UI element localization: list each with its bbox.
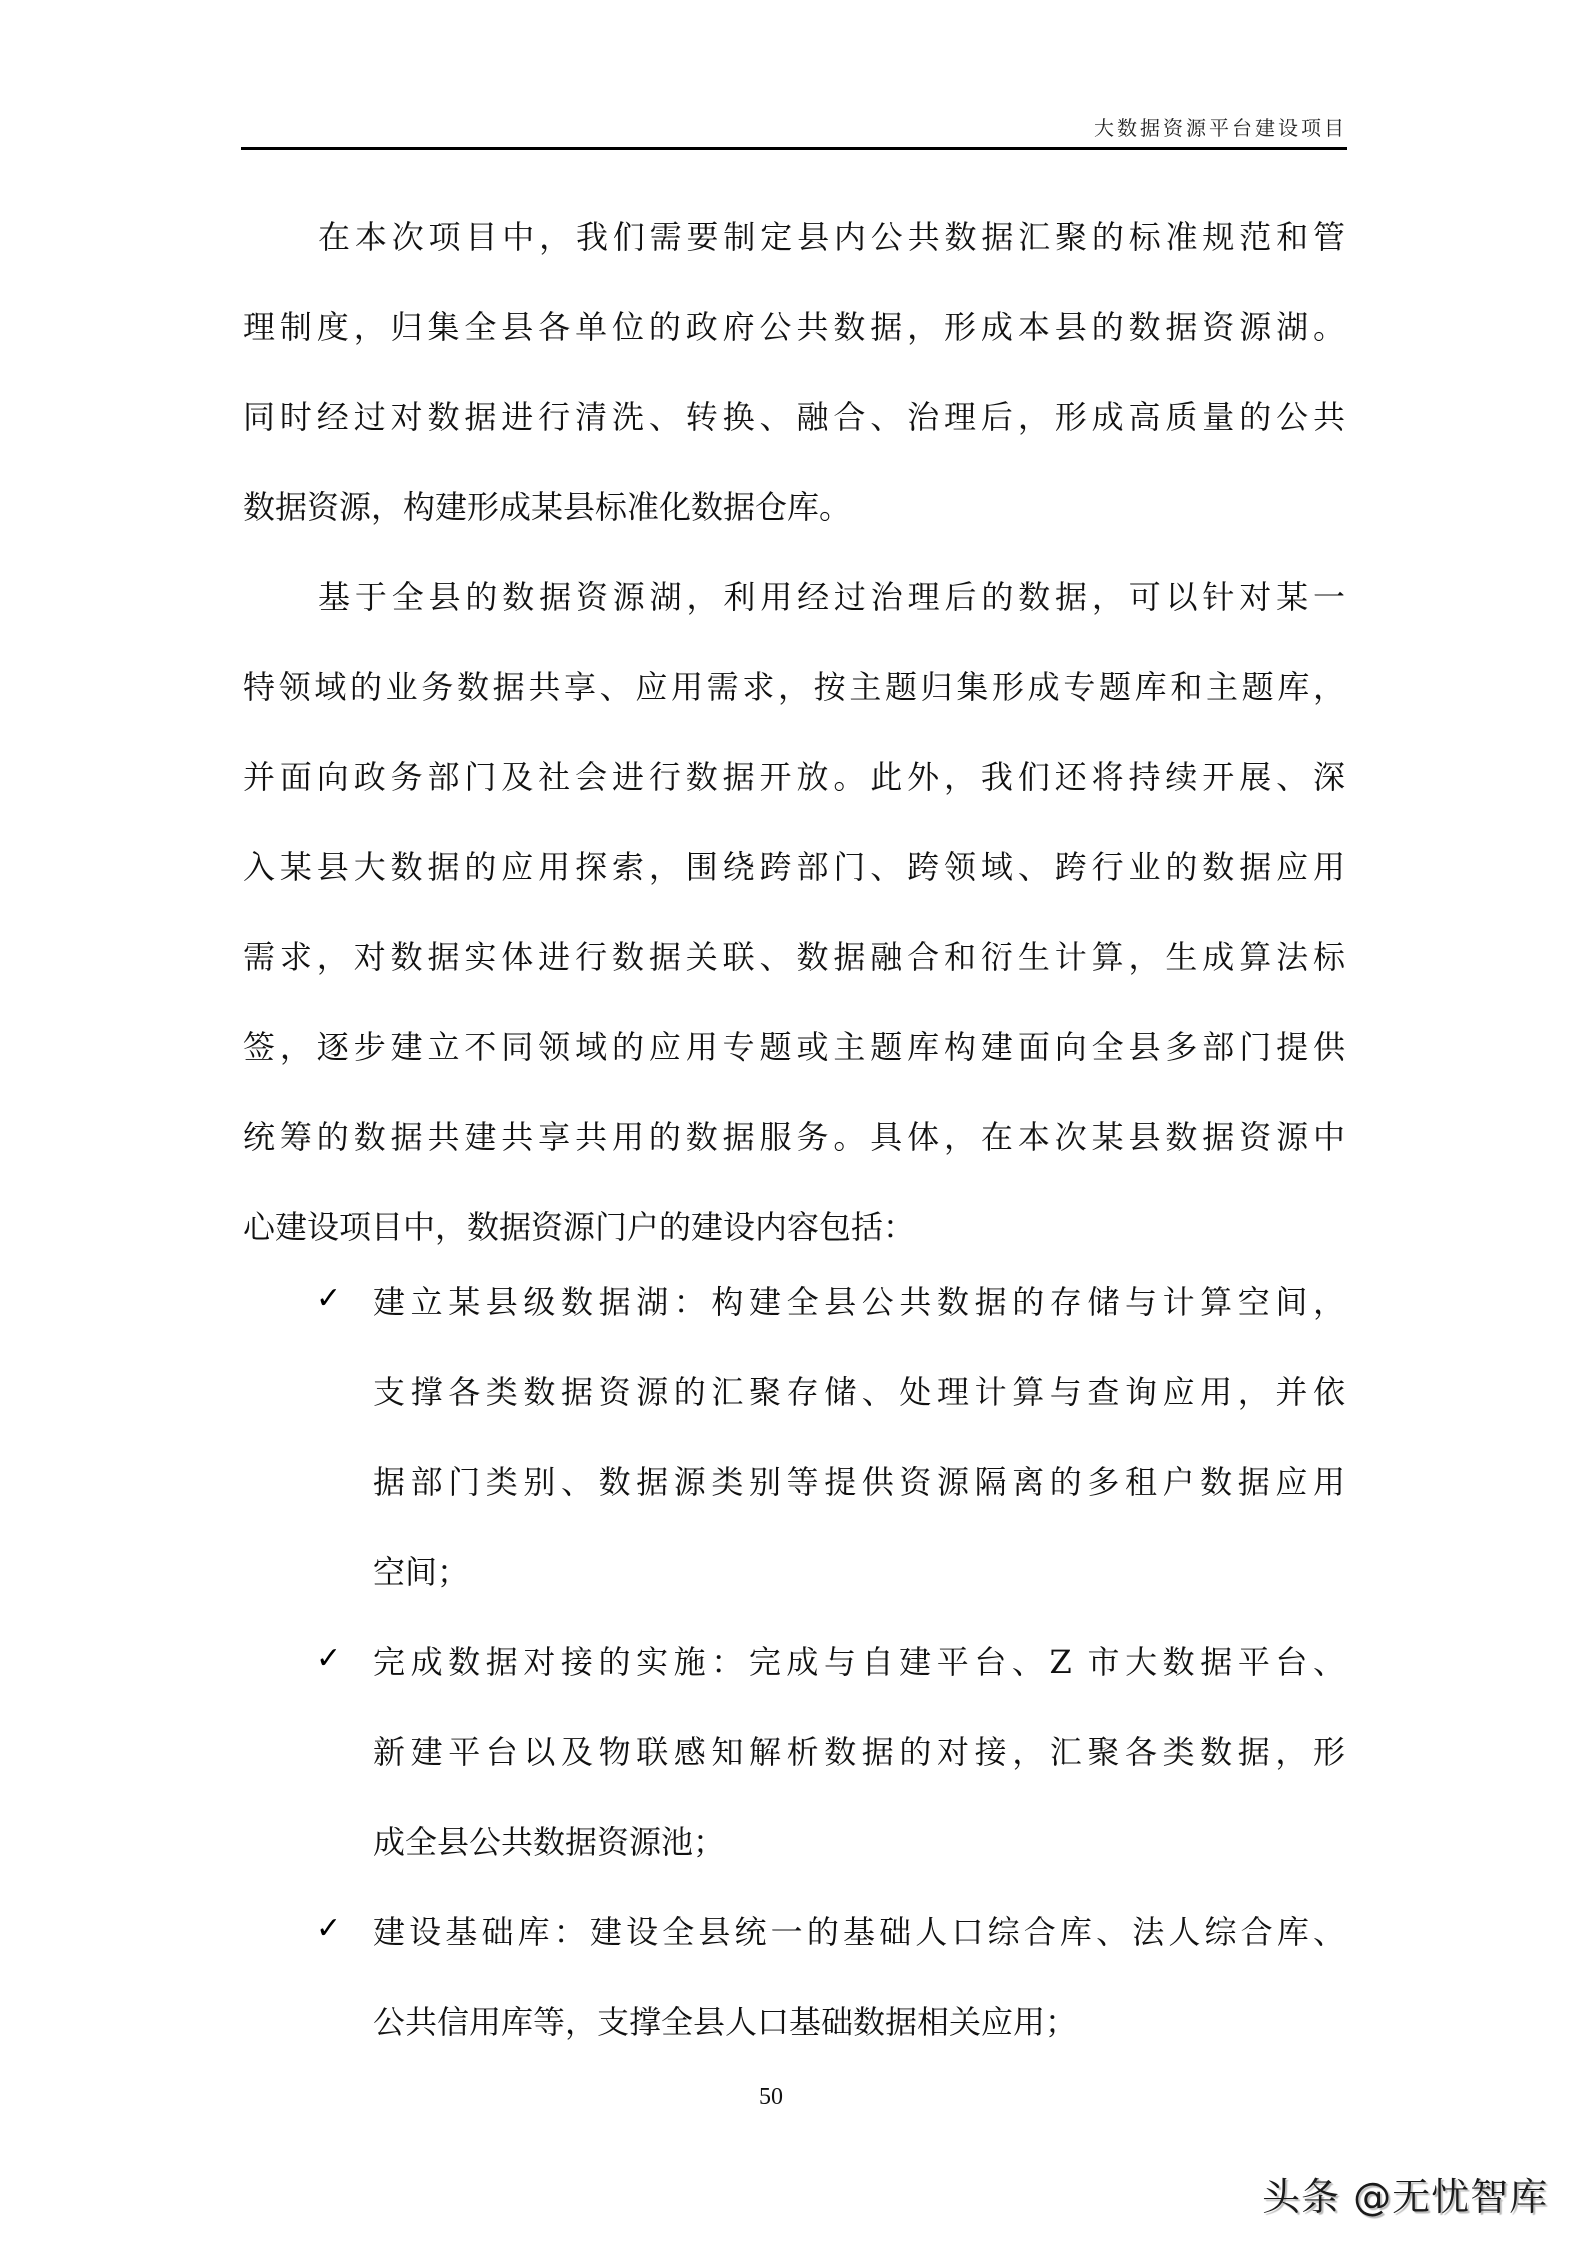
paragraph-line: 签，逐步建立不同领域的应用专题或主题库构建面向全县多部门提供 [243,1028,1345,1066]
header-title: 大数据资源平台建设项目 [1094,116,1347,140]
bullet-line: 空间； [373,1553,470,1591]
paragraph-line: 同时经过对数据进行清洗、转换、融合、治理后，形成高质量的公共 [243,398,1345,436]
bullet-line: 支撑各类数据资源的汇聚存储、处理计算与查询应用，并依 [373,1373,1345,1411]
bullet-line: 建立某县级数据湖：构建全县公共数据的存储与计算空间， [373,1283,1345,1321]
paragraph-line: 并面向政务部门及社会进行数据开放。此外，我们还将持续开展、深 [243,758,1345,796]
paragraph-line: 特领域的业务数据共享、应用需求，按主题归集形成专题库和主题库， [243,668,1345,706]
paragraph-line: 需求，对数据实体进行数据关联、数据融合和衍生计算，生成算法标 [243,938,1345,976]
paragraph-line: 心建设项目中，数据资源门户的建设内容包括： [243,1208,916,1246]
bullet-line: 建设基础库：建设全县统一的基础人口综合库、法人综合库、 [373,1913,1345,1951]
paragraph-line: 入某县大数据的应用探索，围绕跨部门、跨领域、跨行业的数据应用 [243,848,1345,886]
header-divider [241,147,1347,150]
bullet-line: 公共信用库等，支撑全县人口基础数据相关应用； [373,2003,1078,2041]
paragraph-line: 基于全县的数据资源湖，利用经过治理后的数据，可以针对某一 [318,578,1345,616]
paragraph-line: 理制度，归集全县各单位的政府公共数据，形成本县的数据资源湖。 [243,308,1345,346]
bullet-line: 据部门类别、数据源类别等提供资源隔离的多租户数据应用 [373,1463,1345,1501]
paragraph-line: 在本次项目中，我们需要制定县内公共数据汇聚的标准规范和管 [318,218,1345,256]
checkmark-icon: ✓ [316,1911,342,1946]
bullet-line: 新建平台以及物联感知解析数据的对接，汇聚各类数据，形 [373,1733,1345,1771]
bullet-line: 成全县公共数据资源池； [373,1823,726,1861]
checkmark-icon: ✓ [316,1281,342,1316]
checkmark-icon: ✓ [316,1641,342,1676]
paragraph-line: 数据资源，构建形成某县标准化数据仓库。 [243,488,852,526]
paragraph-line: 统筹的数据共建共享共用的数据服务。具体，在本次某县数据资源中 [243,1118,1345,1156]
bullet-line: 完成数据对接的实施：完成与自建平台、Z 市大数据平台、 [373,1643,1345,1681]
watermark-text: 头条 @无忧智库 [1262,2175,1549,2219]
page-number: 50 [759,2084,783,2110]
